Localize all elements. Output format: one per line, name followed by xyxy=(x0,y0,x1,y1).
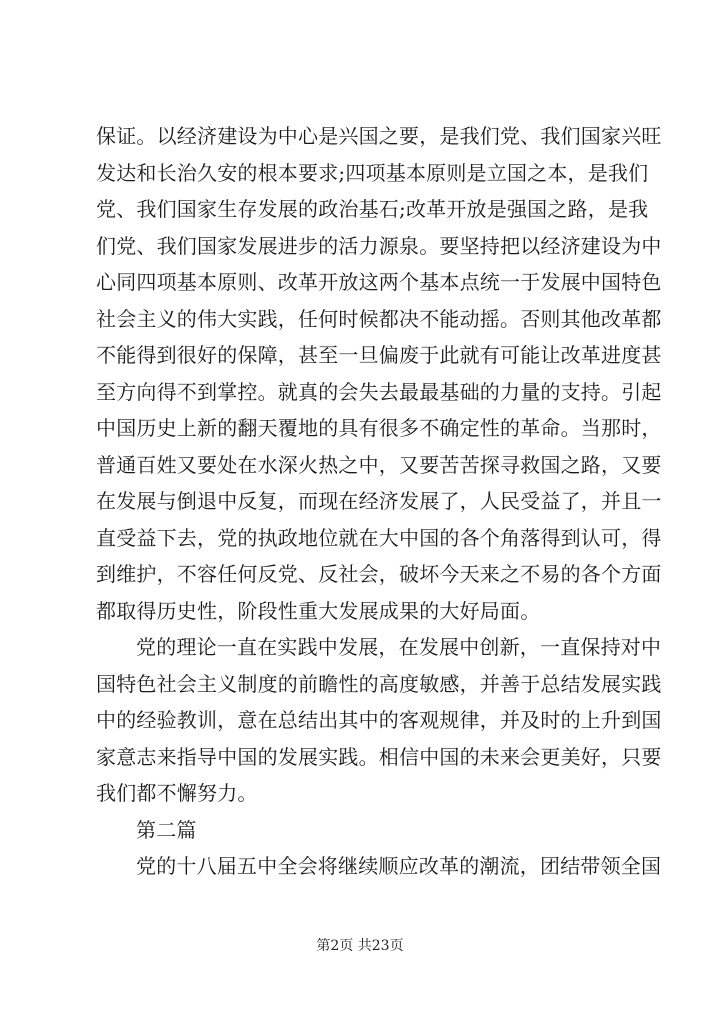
text-line: 中的经验教训，意在总结出其中的客观规律，并及时的上升到国 xyxy=(96,708,662,732)
text-line: 至方向得不到掌控。就真的会失去最最基础的力量的支持。引起 xyxy=(96,379,662,404)
text-line: 心同四项基本原则、改革开放这两个基本点统一于发展中国特色 xyxy=(96,270,662,294)
text-line: 到维护，不容任何反党、反社会，破坏今天来之不易的各个方面 xyxy=(96,562,662,586)
section-heading: 第二篇 xyxy=(136,817,197,842)
text-line: 我们都不懈努力。 xyxy=(96,781,258,805)
text-line: 在发展与倒退中反复，而现在经济发展了，人民受益了，并且一 xyxy=(96,489,662,513)
text-line: 们党、我们国家发展进步的活力源泉。要坚持把以经济建设为中 xyxy=(96,233,662,258)
text-line: 都取得历史性，阶段性重大发展成果的大好局面。 xyxy=(96,598,541,623)
text-line: 社会主义的伟大实践，任何时候都决不能动摇。否则其他改革都 xyxy=(96,306,662,331)
text-line: 家意志来指导中国的发展实践。相信中国的未来会更美好，只要 xyxy=(96,744,662,769)
text-line: 中国历史上新的翻天覆地的具有很多不确定性的革命。当那时， xyxy=(96,416,662,440)
text-line: 党、我们国家生存发展的政治基石;改革开放是强国之路，是我 xyxy=(96,197,649,221)
paragraph-start-line: 党的十八届五中全会将继续顺应改革的潮流，团结带领全国 xyxy=(136,854,662,878)
paragraph-start-line: 党的理论一直在实践中发展，在发展中创新，一直保持对中 xyxy=(136,635,662,659)
text-line: 不能得到很好的保障，甚至一旦偏废于此就有可能让改革进度甚 xyxy=(96,343,662,367)
page-footer: 第2页 共23页 xyxy=(316,938,404,954)
body-text xyxy=(96,118,662,885)
text-line: 直受益下去，党的执政地位就在大中国的各个角落得到认可，得 xyxy=(96,525,662,550)
text-line: 保证。以经济建设为中心是兴国之要，是我们党、我们国家兴旺 xyxy=(96,124,662,148)
text-line: 普通百姓又要处在水深火热之中，又要苦苦探寻救国之路，又要 xyxy=(96,452,662,477)
text-line: 国特色社会主义制度的前瞻性的高度敏感，并善于总结发展实践 xyxy=(96,671,662,696)
text-line: 发达和长治久安的根本要求;四项基本原则是立国之本，是我们 xyxy=(96,160,649,185)
